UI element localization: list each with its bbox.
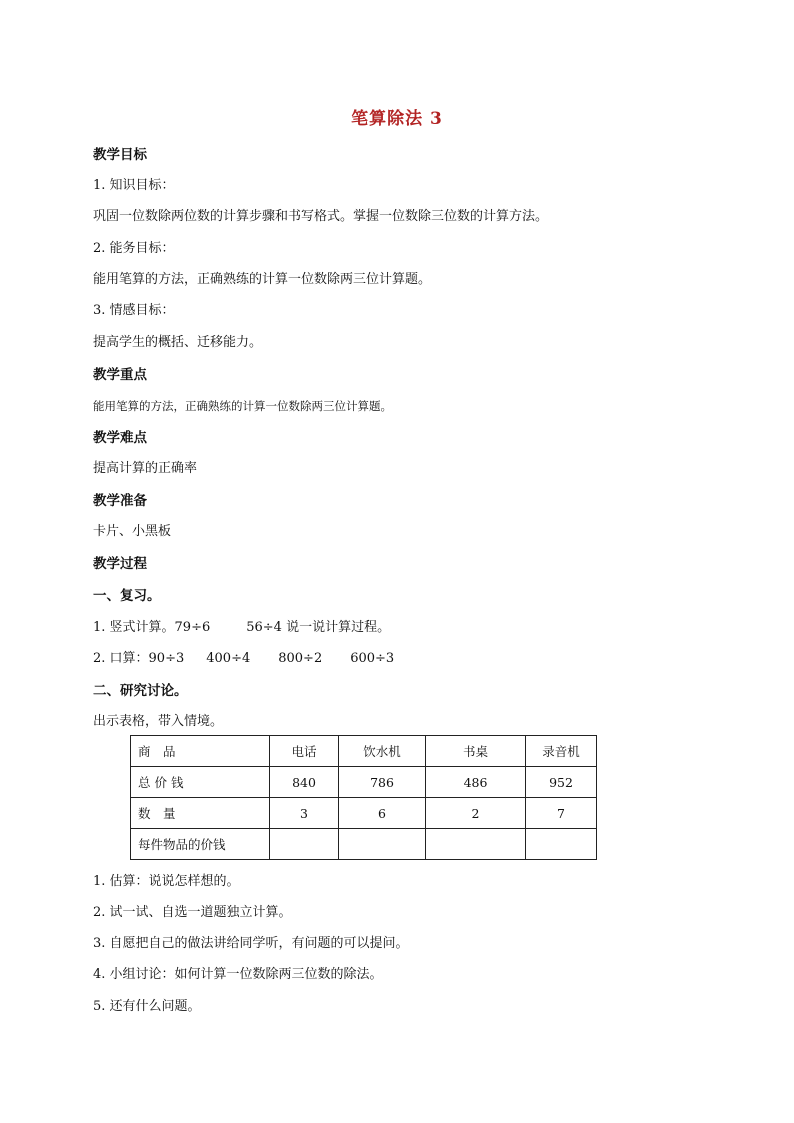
table-cell: [270, 829, 339, 860]
table-cell: 饮水机: [339, 736, 426, 767]
key-points-text: 能用笔算的方法，正确熟练的计算一位数除两三位计算题。: [93, 399, 392, 413]
table-row: [131, 767, 597, 798]
table-cell: 486: [426, 767, 526, 798]
table-cell: 书桌: [426, 736, 526, 767]
review-item-1-prefix: 1. 竖式计算。79÷6: [93, 620, 211, 635]
discussion-step: 1. 估算：说说怎样想的。: [93, 874, 240, 889]
table-row: [131, 798, 597, 829]
discussion-step: 5. 还有什么问题。: [93, 999, 201, 1014]
table-row: [131, 736, 597, 767]
table-cell: 每件物品的价钱: [131, 829, 270, 860]
goods-table: [130, 735, 597, 860]
table-cell: 3: [270, 798, 339, 829]
goals-heading: 教学目标: [93, 147, 147, 163]
review-item-2: [93, 650, 394, 668]
review-item-2-c: 800÷2: [278, 651, 323, 666]
discussion-step: 3. 自愿把自己的做法讲给同学听，有问题的可以提问。: [93, 936, 409, 951]
review-item-1-suffix: 56÷4 说一说计算过程。: [246, 620, 391, 635]
review-item-1: [93, 619, 390, 637]
table-cell: 952: [526, 767, 597, 798]
ability-goal-label: 2. 能务目标：: [93, 241, 175, 256]
discussion-intro: 出示表格，带入情境。: [93, 714, 224, 729]
table-cell: 总 价 钱: [131, 767, 270, 798]
table-cell: 电话: [270, 736, 339, 767]
table-cell: 840: [270, 767, 339, 798]
table-cell: 6: [339, 798, 426, 829]
knowledge-goal-text: 巩固一位数除两位数的计算步骤和书写格式。掌握一位数除三位数的计算方法。: [93, 209, 549, 224]
emotion-goal-label: 3. 情感目标：: [93, 303, 175, 318]
table-cell: 商 品: [131, 736, 270, 767]
review-item-2-a: 2. 口算：90÷3: [93, 651, 185, 666]
emotion-goal-text: 提高学生的概括、迁移能力。: [93, 335, 263, 350]
review-item-2-d: 600÷3: [350, 651, 395, 666]
process-heading: 教学过程: [93, 556, 147, 572]
knowledge-goal-label: 1. 知识目标：: [93, 178, 175, 193]
table-row: [131, 829, 597, 860]
table-cell: 786: [339, 767, 426, 798]
difficult-points-text: 提高计算的正确率: [93, 461, 198, 476]
table-cell: [526, 829, 597, 860]
key-points-heading: 教学重点: [93, 367, 147, 383]
preparation-text: 卡片、小黑板: [93, 524, 172, 539]
ability-goal-text: 能用笔算的方法，正确熟练的计算一位数除两三位计算题。: [93, 272, 432, 287]
table-cell: [339, 829, 426, 860]
table-cell: 2: [426, 798, 526, 829]
preparation-heading: 教学准备: [93, 493, 147, 509]
discussion-step: 4. 小组讨论：如何计算一位数除两三位数的除法。: [93, 967, 383, 982]
table-cell: [426, 829, 526, 860]
difficult-points-heading: 教学难点: [93, 430, 147, 446]
page-title: 笔算除法 3: [351, 109, 443, 129]
table-cell: 数 量: [131, 798, 270, 829]
review-heading: 一、复习。: [93, 588, 161, 604]
discussion-step: 2. 试一试、自选一道题独立计算。: [93, 905, 292, 920]
table-cell: 7: [526, 798, 597, 829]
table-cell: 录音机: [526, 736, 597, 767]
discussion-heading: 二、研究讨论。: [93, 683, 188, 699]
review-item-2-b: 400÷4: [206, 651, 251, 666]
